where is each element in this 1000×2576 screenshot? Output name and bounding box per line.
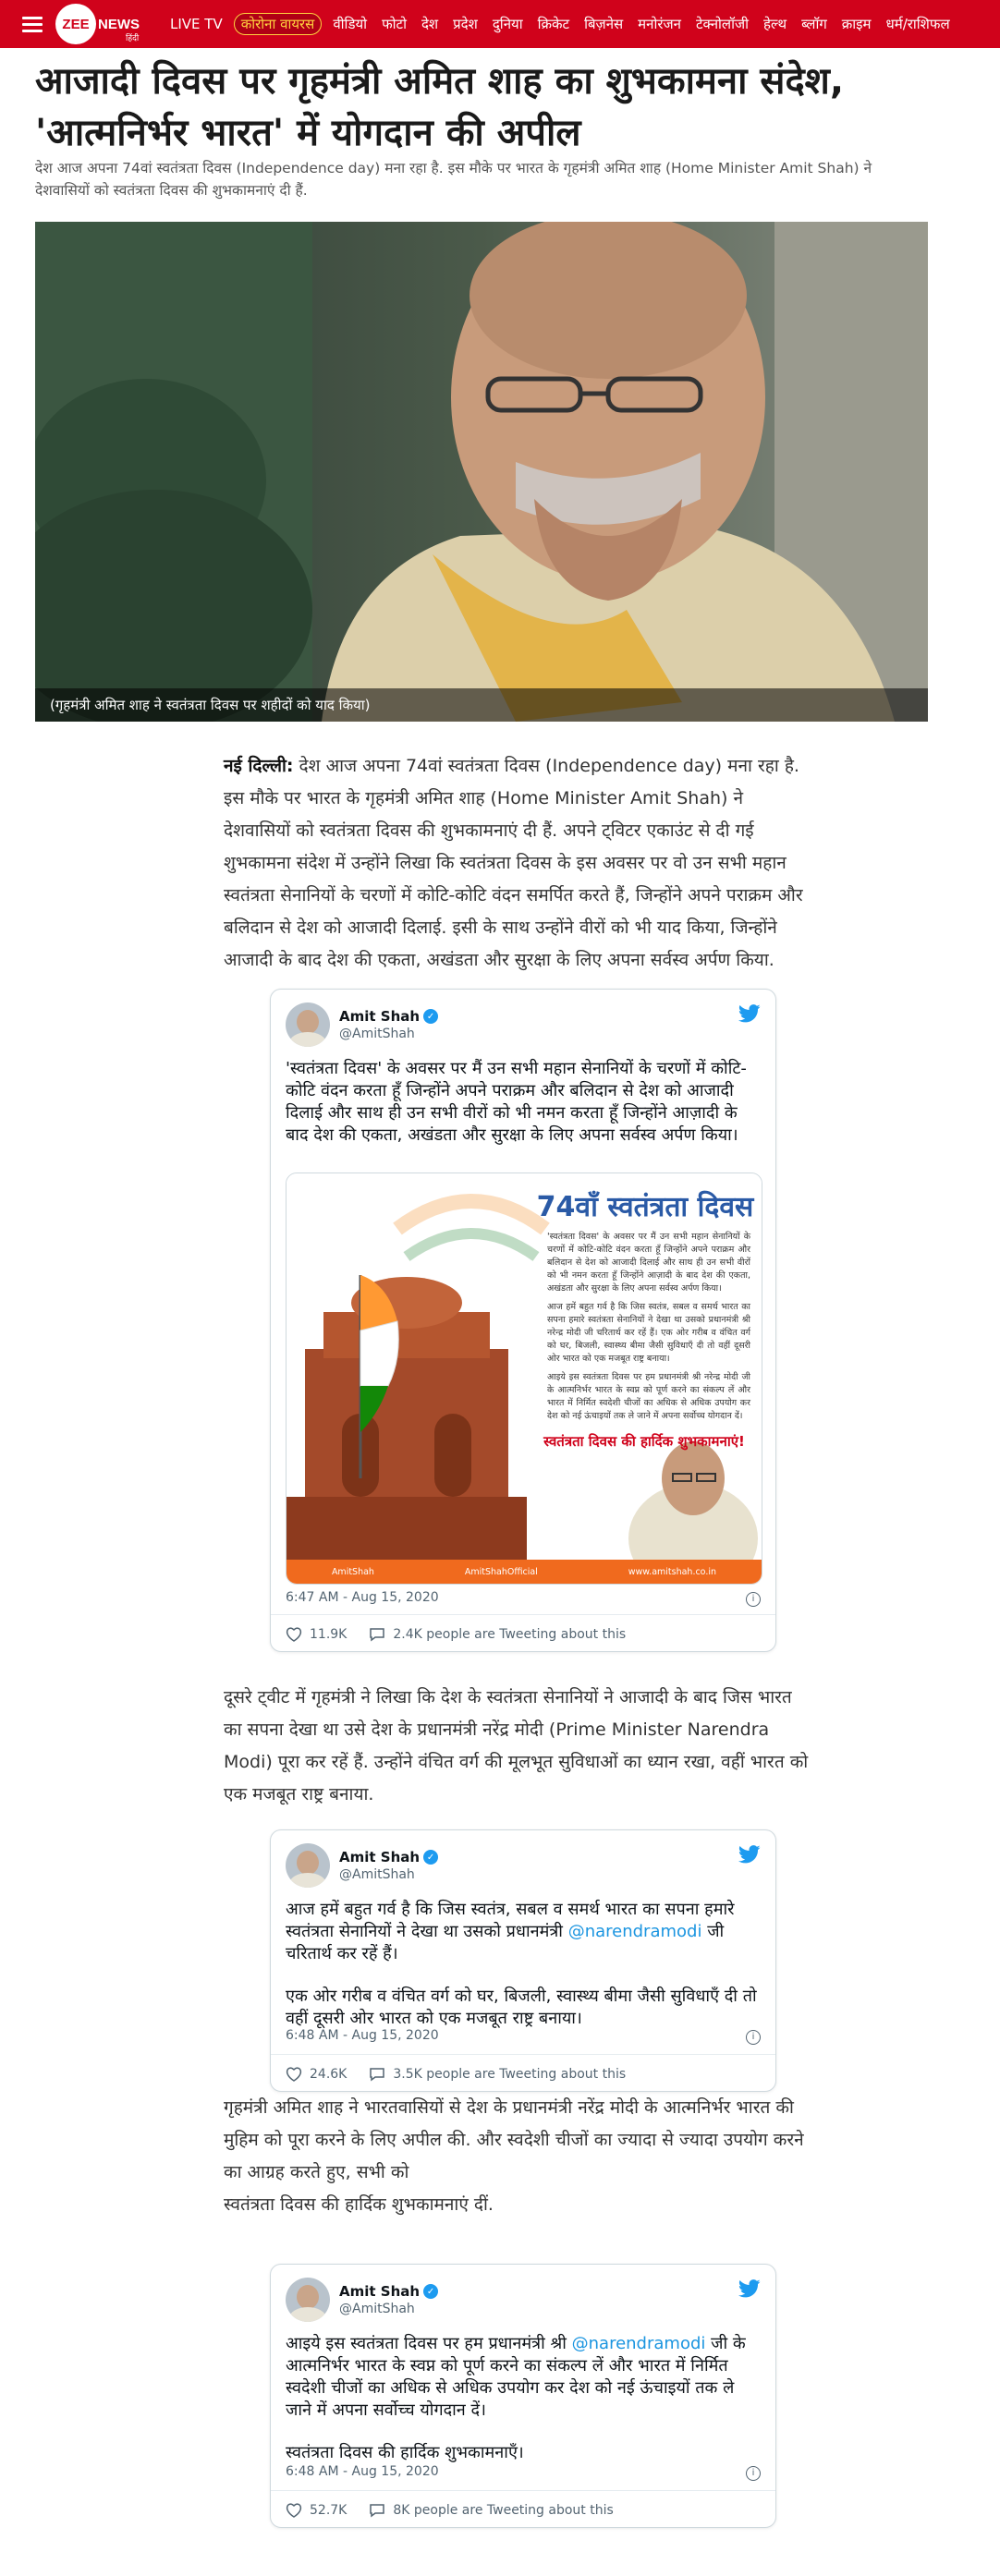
heart-icon <box>286 2503 302 2518</box>
tweet-timestamp[interactable]: 6:48 AM - Aug 15, 2020 <box>286 2028 439 2043</box>
nav-item-duniya[interactable]: दुनिया <box>492 16 523 32</box>
article-subhead: देश आज अपना 74वां स्वतंत्रता दिवस (Independence day) मना रहा है. इस मौके पर भारत के गृहमंत्री अमित शाह (Home Minister Amit Shah) ने देशवासियों को स्वतंत्रता दिवस की शुभकामनाएं दी हैं. <box>35 160 872 199</box>
nav-item-manoranjan[interactable]: मनोरंजन <box>638 16 681 32</box>
info-icon[interactable]: i <box>746 2030 761 2045</box>
tweet-author-handle[interactable]: @AmitShah <box>339 1027 415 1041</box>
poster-body-1: 'स्वतंत्रता दिवस' के अवसर पर मैं उन सभी महान सेनानियों के चरणों में कोटि-कोटि वंदन करता हूँ जिन्होंने अपने पराक्रम और बलिदान से देश को आजादी दिलाई और साथ ही उन सभी वीरों को भी नमन करता हूँ जिन्होंने आज़ादी के बाद देश की एकता, अखंडता और सुरक्षा के लिए अपना सर्वस्व अर्पण किया। <box>547 1232 750 1294</box>
poster-body <box>547 1231 750 1423</box>
poster-footer <box>287 1560 762 1584</box>
nav-item-crime[interactable]: क्राइम <box>841 16 872 32</box>
tweet-text-b: जी चरितार्थ कर रहें हैं। <box>286 1922 725 1963</box>
twitter-bird-icon[interactable] <box>738 1004 761 1023</box>
tweet-author-name[interactable]: Amit Shah <box>339 1849 421 1865</box>
nav-item-video[interactable]: वीडियो <box>333 16 368 32</box>
twitter-bird-icon[interactable] <box>738 2279 761 2298</box>
avatar[interactable] <box>286 2278 330 2322</box>
nav-item-photo[interactable]: फोटो <box>382 16 407 32</box>
embedded-tweet-2[interactable] <box>270 1829 776 2092</box>
tweeting-about-text: 8K people are Tweeting about this <box>393 2502 614 2518</box>
logo-hindi-text: हिंदी <box>126 34 140 43</box>
avatar[interactable] <box>286 1002 330 1047</box>
tweet-actions <box>271 1614 775 1653</box>
poster-body-2: आज हमें बहुत गर्व है कि जिस स्वतंत्र, सबल व समर्थ भारत का सपना हमारे स्वतंत्रता सेनानियों ने देखा था उसको प्रधानमंत्री श्री नरेन्द्र मोदी जी चरितार्थ कर रहें हैं। एक ओर गरीब व वंचित वर्ग को घर, बिजली, स्वास्थ्य बीमा जैसी सुविधाएँ दी तो वहीं दूसरी ओर भारत को एक मजबूत राष्ट्र बनाया। <box>547 1302 750 1364</box>
tweet-author[interactable] <box>286 1002 438 1047</box>
hero-caption: (गृहमंत्री अमित शाह ने स्वतंत्रता दिवस पर शहीदों को याद किया) <box>35 688 928 722</box>
verified-badge-icon: ✓ <box>423 1009 438 1024</box>
conversation-button[interactable] <box>369 2067 626 2082</box>
poster-wish: स्वतंत्रता दिवस की हार्दिक शुभकामनाएं! <box>543 1433 745 1450</box>
tweet-actions <box>271 2490 775 2529</box>
heart-icon <box>286 1627 302 1642</box>
tweet-text-b: जी के आत्मनिर्भर भारत के स्वप्न को पूर्ण करने का संकल्प लें और भारत में निर्मित स्वदेशी चीजों का अधिक से अधिक उपयोग कर देश को नई ऊंचाइयों तक ले जाने में अपना सर्वोच्च योगदान दें। <box>286 2334 746 2420</box>
menu-icon[interactable] <box>22 17 43 32</box>
paragraph-3-text: गृहमंत्री अमित शाह ने भारतवासियों से देश के प्रधानमंत्री नरेंद्र मोदी के आत्मनिर्भर भारत की मुहिम को पूरा करने के लिए अपील की. और स्वदेशी चीजों का ज्यादा से ज्यादा उपयोग करने का आग्रह करते हुए, सभी को <box>224 2097 804 2182</box>
nav-item-technology[interactable]: टेक्नोलॉजी <box>695 16 749 32</box>
info-icon[interactable]: i <box>746 2466 761 2481</box>
heart-icon <box>286 2067 302 2082</box>
logo-mark: ZEE <box>55 4 96 44</box>
tweet-timestamp[interactable]: 6:48 AM - Aug 15, 2020 <box>286 2464 439 2479</box>
nav-item-pradesh[interactable]: प्रदेश <box>453 16 478 32</box>
top-navbar <box>0 0 1000 48</box>
nav-links <box>163 13 957 35</box>
like-count: 52.7K <box>310 2502 348 2518</box>
mention-link[interactable]: @narendramodi <box>571 2334 706 2353</box>
paragraph-1-text: देश आज अपना 74वां स्वतंत्रता दिवस (Independence day) मना रहा है. इस मौके पर भारत के गृहमंत्री अमित शाह (Home Minister Amit Shah) ने देशवासियों को स्वतंत्रता दिवस की शुभकामनाएं दी हैं. अपने ट्विटर एकाउंट से दी गई शुभकामना संदेश में उन्होंने लिखा कि स्वतंत्रता दिवस के इस अवसर पर वो उन सभी महान स्वतंत्रता सेनानियों के चरणों में कोटि-कोटि वंदन समर्पित करते हैं, जिन्होंने अपने पराक्रम और बलिदान से देश को आजादी दिलाई. इसी के साथ उन्होंने वीरों को भी याद किया, जिन्होंने आजादी के बाद देश की एकता, अखंडता और सुरक्षा के लिए अपना सर्वस्व अर्पण किया. <box>224 756 803 970</box>
tweet-author[interactable] <box>286 1843 438 1888</box>
like-count: 24.6K <box>310 2066 348 2082</box>
verified-badge-icon: ✓ <box>423 2284 438 2299</box>
nav-item-corona[interactable]: कोरोना वायरस <box>234 13 323 35</box>
like-count: 11.9K <box>310 1626 348 1642</box>
poster-footer-website: www.amitshah.co.in <box>628 1566 717 1577</box>
nav-item-cricket[interactable]: क्रिकेट <box>537 16 570 32</box>
tweet-text <box>286 2333 762 2464</box>
tweet-author-name[interactable]: Amit Shah <box>339 2283 421 2300</box>
poster-footer-facebook: AmitShahOfficial <box>464 1566 538 1577</box>
nav-item-business[interactable]: बिज़नेस <box>584 16 624 32</box>
tweet-text <box>286 1899 762 2030</box>
nav-item-desh[interactable]: देश <box>421 16 439 32</box>
tweet-author-handle[interactable]: @AmitShah <box>339 1867 415 1882</box>
nav-item-dharm[interactable]: धर्म/राशिफल <box>885 16 950 32</box>
article-paragraph-3 <box>224 2092 815 2221</box>
hero-photo-illustration <box>35 222 928 722</box>
embedded-tweet-1[interactable] <box>270 989 776 1652</box>
info-icon[interactable]: i <box>746 1592 761 1607</box>
tweet-author-handle[interactable]: @AmitShah <box>339 2302 415 2316</box>
nav-item-live-tv[interactable]: LIVE TV <box>170 16 223 32</box>
tweet-text-a: आज हमें बहुत गर्व है कि जिस स्वतंत्र, सबल व समर्थ भारत का सपना हमारे स्वतंत्रता सेनानियों ने देखा था उसको प्रधानमंत्री <box>286 1900 735 1941</box>
poster-footer-twitter: AmitShah <box>331 1566 374 1577</box>
like-button[interactable] <box>286 1627 347 1642</box>
poster-title: 74वाँ स्वतंत्रता दिवस <box>536 1191 754 1223</box>
nav-item-health[interactable]: हेल्थ <box>763 16 787 32</box>
tweet-author-name[interactable]: Amit Shah <box>339 1008 421 1025</box>
article-headline: आजादी दिवस पर गृहमंत्री अमित शाह का शुभकामना संदेश, 'आत्मनिर्भर भारत' में योगदान की अपील <box>35 60 845 154</box>
tweet-author[interactable] <box>286 2278 438 2322</box>
conversation-button[interactable] <box>369 1627 626 1642</box>
tweet-poster-image[interactable] <box>286 1173 762 1585</box>
tweet-text: 'स्वतंत्रता दिवस' के अवसर पर मैं उन सभी महान सेनानियों के चरणों में कोटि-कोटि वंदन करता हूँ जिन्होंने अपने पराक्रम और बलिदान से देश को आजादी दिलाई और साथ ही उन सभी वीरों को भी नमन करता हूँ जिन्होंने आज़ादी के बाद देश की एकता, अखंडता और सुरक्षा के लिए अपना सर्वस्व अर्पण किया। <box>286 1059 747 1145</box>
conversation-button[interactable] <box>369 2503 613 2518</box>
like-button[interactable] <box>286 2067 347 2082</box>
mention-link[interactable]: @narendramodi <box>567 1922 702 1941</box>
tweet-text-c: स्वतंत्रता दिवस की हार्दिक शुभकामनाएँ। <box>286 2443 524 2462</box>
tweet-timestamp[interactable]: 6:47 AM - Aug 15, 2020 <box>286 1590 439 1605</box>
twitter-bird-icon[interactable] <box>738 1845 761 1864</box>
speech-bubble-icon <box>369 1627 385 1642</box>
dateline: नई दिल्ली: <box>224 756 294 776</box>
verified-badge-icon: ✓ <box>423 1850 438 1865</box>
article-paragraph-2: दूसरे ट्वीट में गृहमंत्री ने लिखा कि देश के स्वतंत्रता सेनानियों ने आजादी के बाद जिस भारत का सपना देखा था उसे देश के प्रधानमंत्री नरेंद्र मोदी (Prime Minister Narendra Modi) पूरा कर रहें हैं. उन्होंने वंचित वर्ग की मूलभूत सुविधाओं का ध्यान रखा, वहीं भारत को एक मजबूत राष्ट्र बनाया. <box>224 1687 809 1804</box>
tweeting-about-text: 3.5K people are Tweeting about this <box>393 2066 627 2082</box>
embedded-tweet-3[interactable] <box>270 2264 776 2528</box>
like-button[interactable] <box>286 2503 347 2518</box>
speech-bubble-icon <box>369 2067 385 2082</box>
tweet-text-a: आइये इस स्वतंत्रता दिवस पर हम प्रधानमंत्री श्री <box>286 2334 572 2353</box>
nav-item-blog[interactable]: ब्लॉग <box>801 16 827 32</box>
avatar[interactable] <box>286 1843 330 1888</box>
logo-news-text: NEWS <box>98 16 140 32</box>
paragraph-3-closing: स्वतंत्रता दिवस की हार्दिक शुभकामनाएं दीं. <box>224 2194 494 2215</box>
hero-image <box>35 222 928 722</box>
article-paragraph-1 <box>224 750 815 977</box>
zee-news-logo[interactable] <box>55 4 144 44</box>
poster-body-3: आइये इस स्वतंत्रता दिवस पर हम प्रधानमंत्री श्री नरेन्द्र मोदी जी के आत्मनिर्भर भारत के स्वप्न को पूर्ण करने का संकल्प लें और भारत में निर्मित स्वदेशी चीजों का अधिक से अधिक उपयोग कर देश को नई ऊंचाइयों तक ले जाने में अपना सर्वोच्च योगदान दें। <box>547 1372 750 1421</box>
tweet-text-c: एक ओर गरीब व वंचित वर्ग को घर, बिजली, स्वास्थ्य बीमा जैसी सुविधाएँ दी तो वहीं दूसरी ओर भारत को एक मजबूत राष्ट्र बनाया। <box>286 1987 757 2028</box>
tweet-actions <box>271 2054 775 2093</box>
tweeting-about-text: 2.4K people are Tweeting about this <box>393 1626 627 1642</box>
speech-bubble-icon <box>369 2503 385 2518</box>
